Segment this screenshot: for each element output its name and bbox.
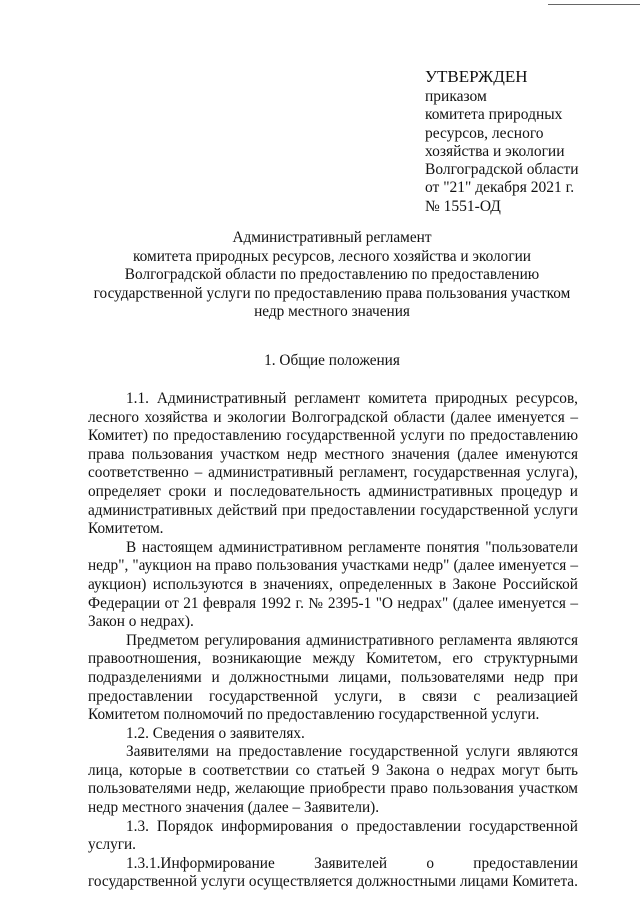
section-heading: 1. Общие положения [264,352,400,369]
document-body [88,390,578,892]
paragraph: 1.2. Сведения о заявителях. [126,724,305,742]
approval-stamp [425,66,625,216]
approval-line: Волгоградской области [425,161,579,179]
document-title-rest: комитета природных ресурсов, лесного хозяйства и экологии Волгоградской области по предоставлению по предоставлению государственной услуги по предоставлению права пользования участком недр местного значения [93,247,571,320]
approval-line: хозяйства и экологии [425,142,565,160]
top-edge-line [548,4,640,5]
approval-line: ресурсов, лесного [425,124,544,142]
paragraph: 1.1. Административный регламент комитета природных ресурсов, лесного хозяйства и экологии Волгоградской области (далее именуется – Комитет) по предоставлению государственной услуги по предоставлению права пользования участком недр местного значения (далее именуются соответственно – административный регламент, государственная услуга), определяет сроки и последовательность административных процедур и административных действий при предоставлении государственной услуги Комитетом. [88,390,578,538]
approval-line: комитета природных [425,106,563,124]
document-title [88,229,576,322]
approval-line: № 1551-ОД [425,197,501,215]
paragraph: Предметом регулирования административного регламента являются правоотношения, возникающие между Комитетом, его структурными подразделениями и должностными лицами, пользователями недр при предоставлении государственной услуги, в связи с реализацией Комитетом полномочий по предоставлению государственной услуги. [88,631,578,724]
paragraph: 1.3. Порядок информирования о предоставлении государственной услуги. [88,817,578,854]
paragraph: Заявителями на предоставление государственной услуги являются лица, которые в соответствии со статьей 9 Закона о недрах могут быть пользователями недр, желающие приобрести право пользования участком недр местного значения (далее – Заявители). [88,743,578,817]
document-title-line1: Административный регламент [232,229,432,246]
approval-line: приказом [425,88,487,105]
approval-heading: УТВЕРЖДЕН [425,67,528,86]
paragraph: 1.3.1.Информирование Заявителей о предоставлении государственной услуги осуществляется должностными лицами Комитета. [88,854,578,891]
paragraph: В настоящем административном регламенте понятия "пользователи недр", "аукцион на право пользования участками недр" (далее именуется – аукцион) используются в значениях, определенных в Законе Российской Федерации от 21 февраля 1992 г. № 2395-1 "О недрах" (далее именуется – Закон о недрах). [88,538,578,631]
approval-line: от "21" декабря 2021 г. [425,179,575,197]
